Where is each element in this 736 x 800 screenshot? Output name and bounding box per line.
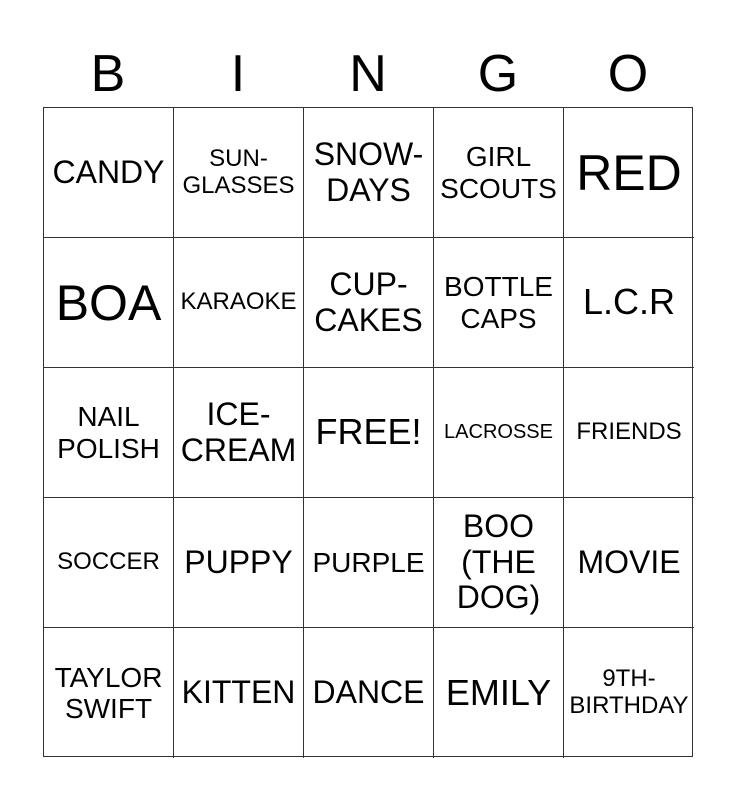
bingo-cell[interactable]: PURPLE bbox=[304, 498, 434, 628]
bingo-cell[interactable]: BOA bbox=[44, 238, 174, 368]
bingo-cell[interactable]: BOO (THE DOG) bbox=[434, 498, 564, 628]
bingo-cell[interactable]: CANDY bbox=[44, 108, 174, 238]
bingo-cell[interactable]: LACROSSE bbox=[434, 368, 564, 498]
bingo-cell[interactable]: EMILY bbox=[434, 628, 564, 758]
bingo-cell[interactable]: DANCE bbox=[304, 628, 434, 758]
bingo-cell[interactable]: NAIL POLISH bbox=[44, 368, 174, 498]
bingo-cell[interactable]: SUN- GLASSES bbox=[174, 108, 304, 238]
bingo-cell[interactable]: ICE- CREAM bbox=[174, 368, 304, 498]
bingo-cell[interactable]: MOVIE bbox=[564, 498, 694, 628]
bingo-cell[interactable]: CUP- CAKES bbox=[304, 238, 434, 368]
bingo-cell[interactable]: 9TH- BIRTHDAY bbox=[569, 665, 689, 719]
bingo-cell[interactable]: PUPPY bbox=[174, 498, 304, 628]
bingo-cell[interactable]: BOTTLE CAPS bbox=[434, 238, 564, 368]
bingo-cell[interactable]: GIRL SCOUTS bbox=[434, 108, 564, 238]
bingo-cell[interactable]: SNOW- DAYS bbox=[304, 108, 434, 238]
header-letter-i: I bbox=[230, 45, 246, 103]
bingo-cell[interactable]: KITTEN bbox=[174, 628, 304, 758]
header-letter-n: N bbox=[349, 45, 387, 103]
bingo-cell[interactable]: FRIENDS bbox=[564, 368, 694, 498]
bingo-header bbox=[43, 40, 693, 108]
bingo-cell[interactable]: TAYLOR SWIFT bbox=[44, 628, 174, 758]
header-letter-o: O bbox=[607, 45, 649, 103]
header-letter-g: G bbox=[477, 45, 519, 103]
header-letter-b: B bbox=[90, 45, 126, 103]
free-space-cell[interactable]: FREE! bbox=[304, 368, 434, 498]
bingo-cell[interactable]: RED bbox=[564, 108, 694, 238]
bingo-cell[interactable]: SOCCER bbox=[44, 498, 174, 628]
bingo-cell[interactable]: L.C.R bbox=[564, 238, 694, 368]
bingo-board bbox=[43, 107, 693, 757]
bingo-cell[interactable]: KARAOKE bbox=[174, 238, 304, 368]
